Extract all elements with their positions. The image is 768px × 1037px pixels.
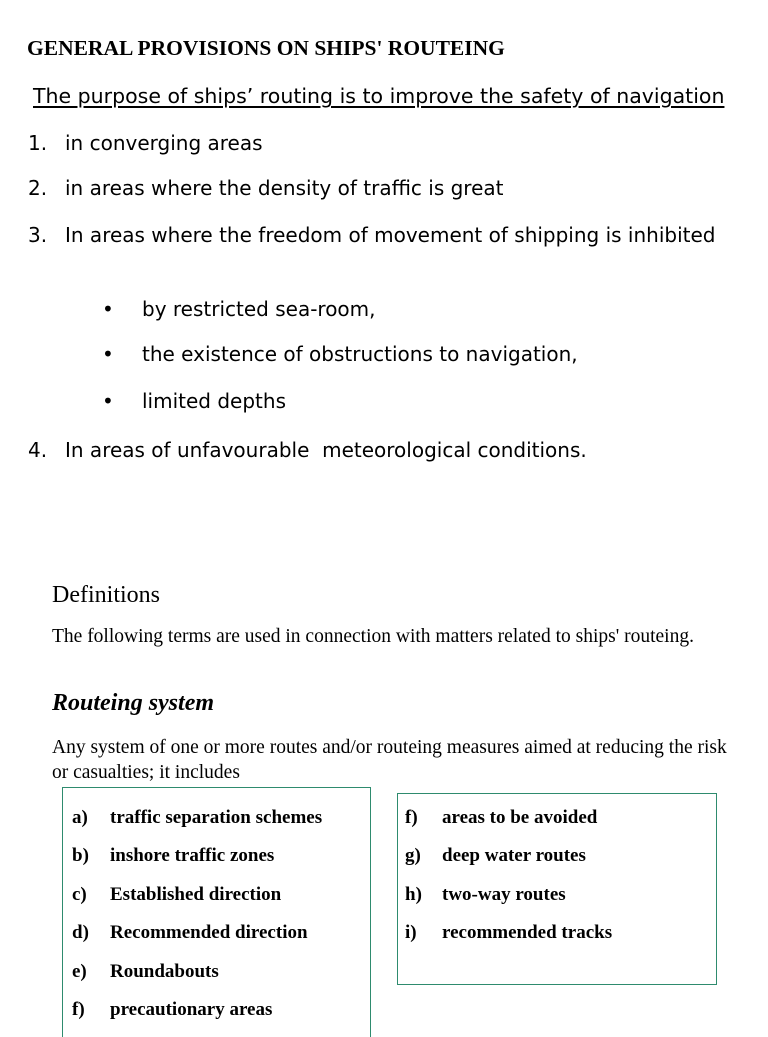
item-letter: f) (405, 807, 418, 828)
numbered-item (28, 173, 736, 203)
list-item (72, 922, 308, 944)
item-text: two-way routes (442, 884, 566, 905)
item-letter: h) (405, 884, 422, 905)
item-text: Recommended direction (110, 922, 308, 943)
list-item (72, 807, 322, 829)
item-letter: g) (405, 845, 421, 866)
bullet-text: the existence of obstructions to navigation, (142, 342, 578, 366)
list-item (72, 999, 272, 1021)
item-letter: b) (72, 845, 89, 866)
list-item (405, 807, 597, 829)
item-text: in areas where the density of traffic is great (65, 176, 504, 200)
routeing-measures-box-left (62, 787, 371, 1037)
routeing-system-description: Any system of one or more routes and/or routeing measures aimed at reducing the risk or casualties; it includes (52, 737, 727, 783)
item-letter: i) (405, 922, 417, 943)
list-item (405, 884, 566, 906)
bullet-item (102, 342, 578, 366)
list-item (72, 961, 219, 983)
list-item (72, 884, 281, 906)
item-number: 3. (28, 223, 48, 247)
numbered-item (28, 128, 736, 158)
item-text: In areas of unfavourable meteorological conditions. (65, 438, 587, 462)
list-item (405, 922, 612, 944)
bullet-text: by restricted sea-room, (142, 297, 376, 321)
item-letter: c) (72, 884, 87, 905)
numbered-item (28, 220, 736, 250)
list-item (405, 845, 586, 867)
purpose-statement: The purpose of ships’ routing is to improve the safety of navigation (33, 84, 725, 108)
bullet-symbol: • (102, 389, 114, 413)
item-text: precautionary areas (110, 999, 273, 1020)
definitions-text: The following terms are used in connection with matters related to ships' routeing. (52, 626, 694, 647)
bullet-symbol: • (102, 342, 114, 366)
routeing-system-heading: Routeing system (52, 690, 215, 716)
bullet-item (102, 297, 376, 321)
item-text: traffic separation schemes (110, 807, 323, 828)
item-letter: e) (72, 961, 87, 982)
item-text: deep water routes (442, 845, 586, 866)
item-number: 4. (28, 438, 48, 462)
item-text: recommended tracks (442, 922, 613, 943)
item-letter: a) (72, 807, 88, 828)
bullet-symbol: • (102, 297, 114, 321)
item-text: Roundabouts (110, 961, 219, 982)
item-number: 1. (28, 131, 48, 155)
item-text: inshore traffic zones (110, 845, 275, 866)
item-text: in converging areas (65, 131, 263, 155)
item-text: In areas where the freedom of movement of shipping is inhibited (65, 223, 716, 247)
item-letter: d) (72, 922, 89, 943)
bullet-text: limited depths (142, 389, 286, 413)
item-letter: f) (72, 999, 85, 1020)
routeing-measures-box-right (397, 793, 717, 985)
item-number: 2. (28, 176, 48, 200)
item-text: areas to be avoided (442, 807, 598, 828)
bullet-item (102, 389, 286, 413)
definitions-heading: Definitions (52, 582, 160, 608)
page-title: GENERAL PROVISIONS ON SHIPS' ROUTEING (27, 36, 505, 60)
list-item (72, 845, 274, 867)
numbered-item (28, 435, 736, 465)
item-text: Established direction (110, 884, 282, 905)
